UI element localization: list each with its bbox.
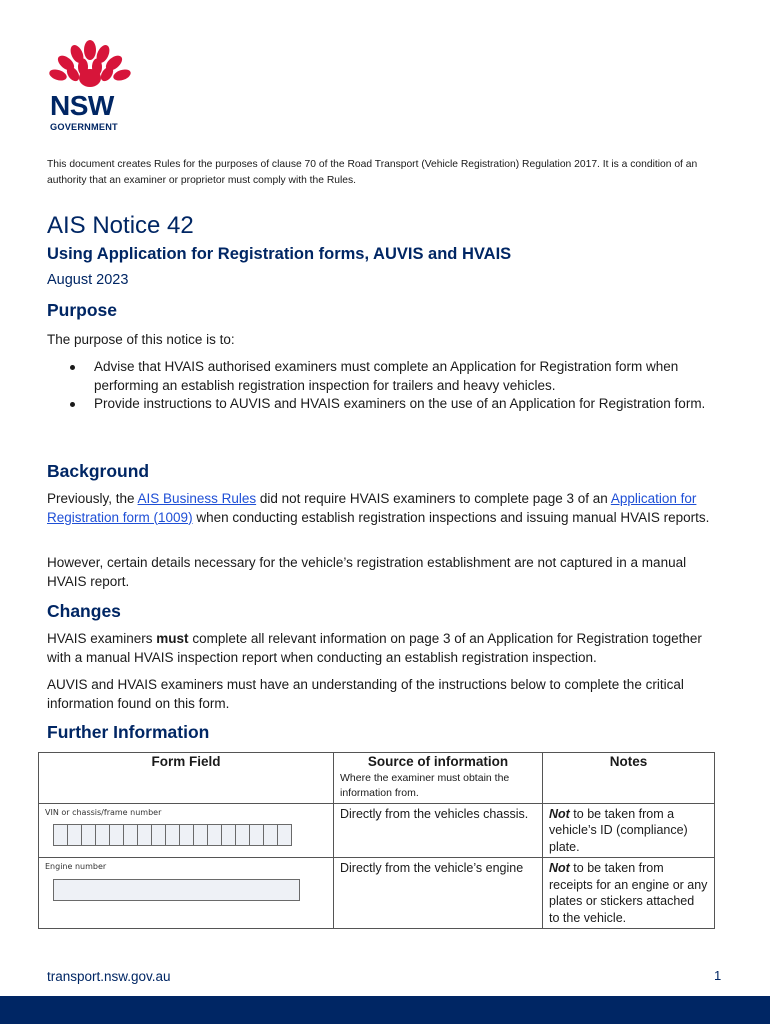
text-run: Previously, the [47,491,138,506]
application-form-link[interactable]: Application for Registration form (1009) [47,491,697,525]
logo-wordmark: NSW [50,90,114,121]
publish-date: August 2023 [47,272,129,288]
table-row [39,858,715,929]
nsw-government-logo [44,40,136,134]
header-source [334,753,543,804]
vin-char-box [68,824,82,846]
vin-char-box [194,824,208,846]
text-run: when conducting establish registration inspections and issuing manual HVAIS reports. [192,509,710,525]
vin-char-box [208,824,222,846]
bullet-icon [70,365,75,370]
header-form-field: Form Field [39,753,334,804]
form-field-cell [39,803,334,858]
emphasis-must: must [156,631,189,646]
vin-char-box [152,824,166,846]
vin-char-box [180,824,194,846]
bullet-text: Provide instructions to AUVIS and HVAIS examiners on the use of an Application for Registration form. [94,396,706,411]
vin-char-box [110,824,124,846]
vin-char-box [250,824,264,846]
page-number: 1 [714,968,722,983]
vin-char-box [264,824,278,846]
further-info-heading: Further Information [47,722,210,742]
text-run: did not require HVAIS examiners to complete page 3 of an [256,491,611,506]
changes-paragraph-2: AUVIS and HVAIS examiners must have an understanding of the instructions below to complete the critical information found on this form. [47,677,684,711]
footer-website-link[interactable]: transport.nsw.gov.au [47,969,171,984]
text-run: complete all relevant information on page 3 of an Application for Registration together with a manual HVAIS inspection report when conducting an establish registration inspection. [47,631,702,665]
header-notes: Notes [543,753,715,804]
background-paragraph-2: However, certain details necessary for the vehicle’s registration establishment are not captured in a manual HVAIS report. [47,555,687,589]
table-row [39,803,715,858]
list-item [47,395,727,414]
engine-number-box [53,879,300,901]
purpose-list [47,358,727,414]
ais-business-rules-link[interactable]: AIS Business Rules [137,491,257,506]
background-heading: Background [47,461,150,481]
changes-paragraph-1 [47,630,727,667]
vin-field-label: VIN or chassis/frame number [45,807,162,817]
note-text: to be taken from a vehicle’s ID (compliance) plate. [549,806,688,854]
vin-char-box [96,824,110,846]
vin-char-box [222,824,236,846]
form-field-cell [39,858,334,929]
notes-cell [543,858,715,929]
vin-char-box [138,824,152,846]
vin-char-box [166,824,180,846]
vin-char-box [82,824,96,846]
vin-char-box [124,824,138,846]
logo-subtitle: GOVERNMENT [50,122,118,132]
bullet-icon [70,402,75,407]
engine-field-label: Engine number [45,862,107,871]
notes-cell [543,803,715,858]
purpose-heading: Purpose [47,300,118,320]
note-emphasis: Not [549,806,570,821]
vin-char-box [53,824,68,846]
info-table [38,752,715,929]
page-subtitle: Using Application for Registration forms, AUVIS and HVAIS [47,245,512,263]
purpose-lead: The purpose of this notice is to: [47,332,235,347]
text-run: HVAIS examiners [47,631,157,646]
list-item [47,358,727,395]
vin-char-box [236,824,250,846]
note-emphasis: Not [549,861,570,875]
footer-bar [0,996,770,1024]
vin-character-boxes [53,824,327,846]
table-header-row [39,753,715,804]
waratah-flower-icon [44,40,136,94]
bullet-text: Advise that HVAIS authorised examiners must complete an Application for Registration form when performing an establish registration inspection for trailers and heavy vehicles. [94,359,679,393]
intro-text: This document creates Rules for the purposes of clause 70 of the Road Transport (Vehicle Registration) Regulation 2017. It is a condition of an authority that an examiner or proprietor must comply with the Rules. [47,159,698,186]
header-source-sub: Where the examiner must obtain the information from. [340,771,510,799]
note-text: to be taken from receipts for an engine or any plates or stickers attached to the vehicle. [549,861,708,925]
source-cell: Directly from the vehicles chassis. [334,803,543,858]
background-paragraph-1 [47,490,727,527]
vin-char-box [278,824,292,846]
changes-heading: Changes [47,601,121,621]
header-source-label: Source of information [367,754,509,769]
source-cell: Directly from the vehicle’s engine [334,858,543,929]
page-title: AIS Notice 42 [47,212,194,239]
